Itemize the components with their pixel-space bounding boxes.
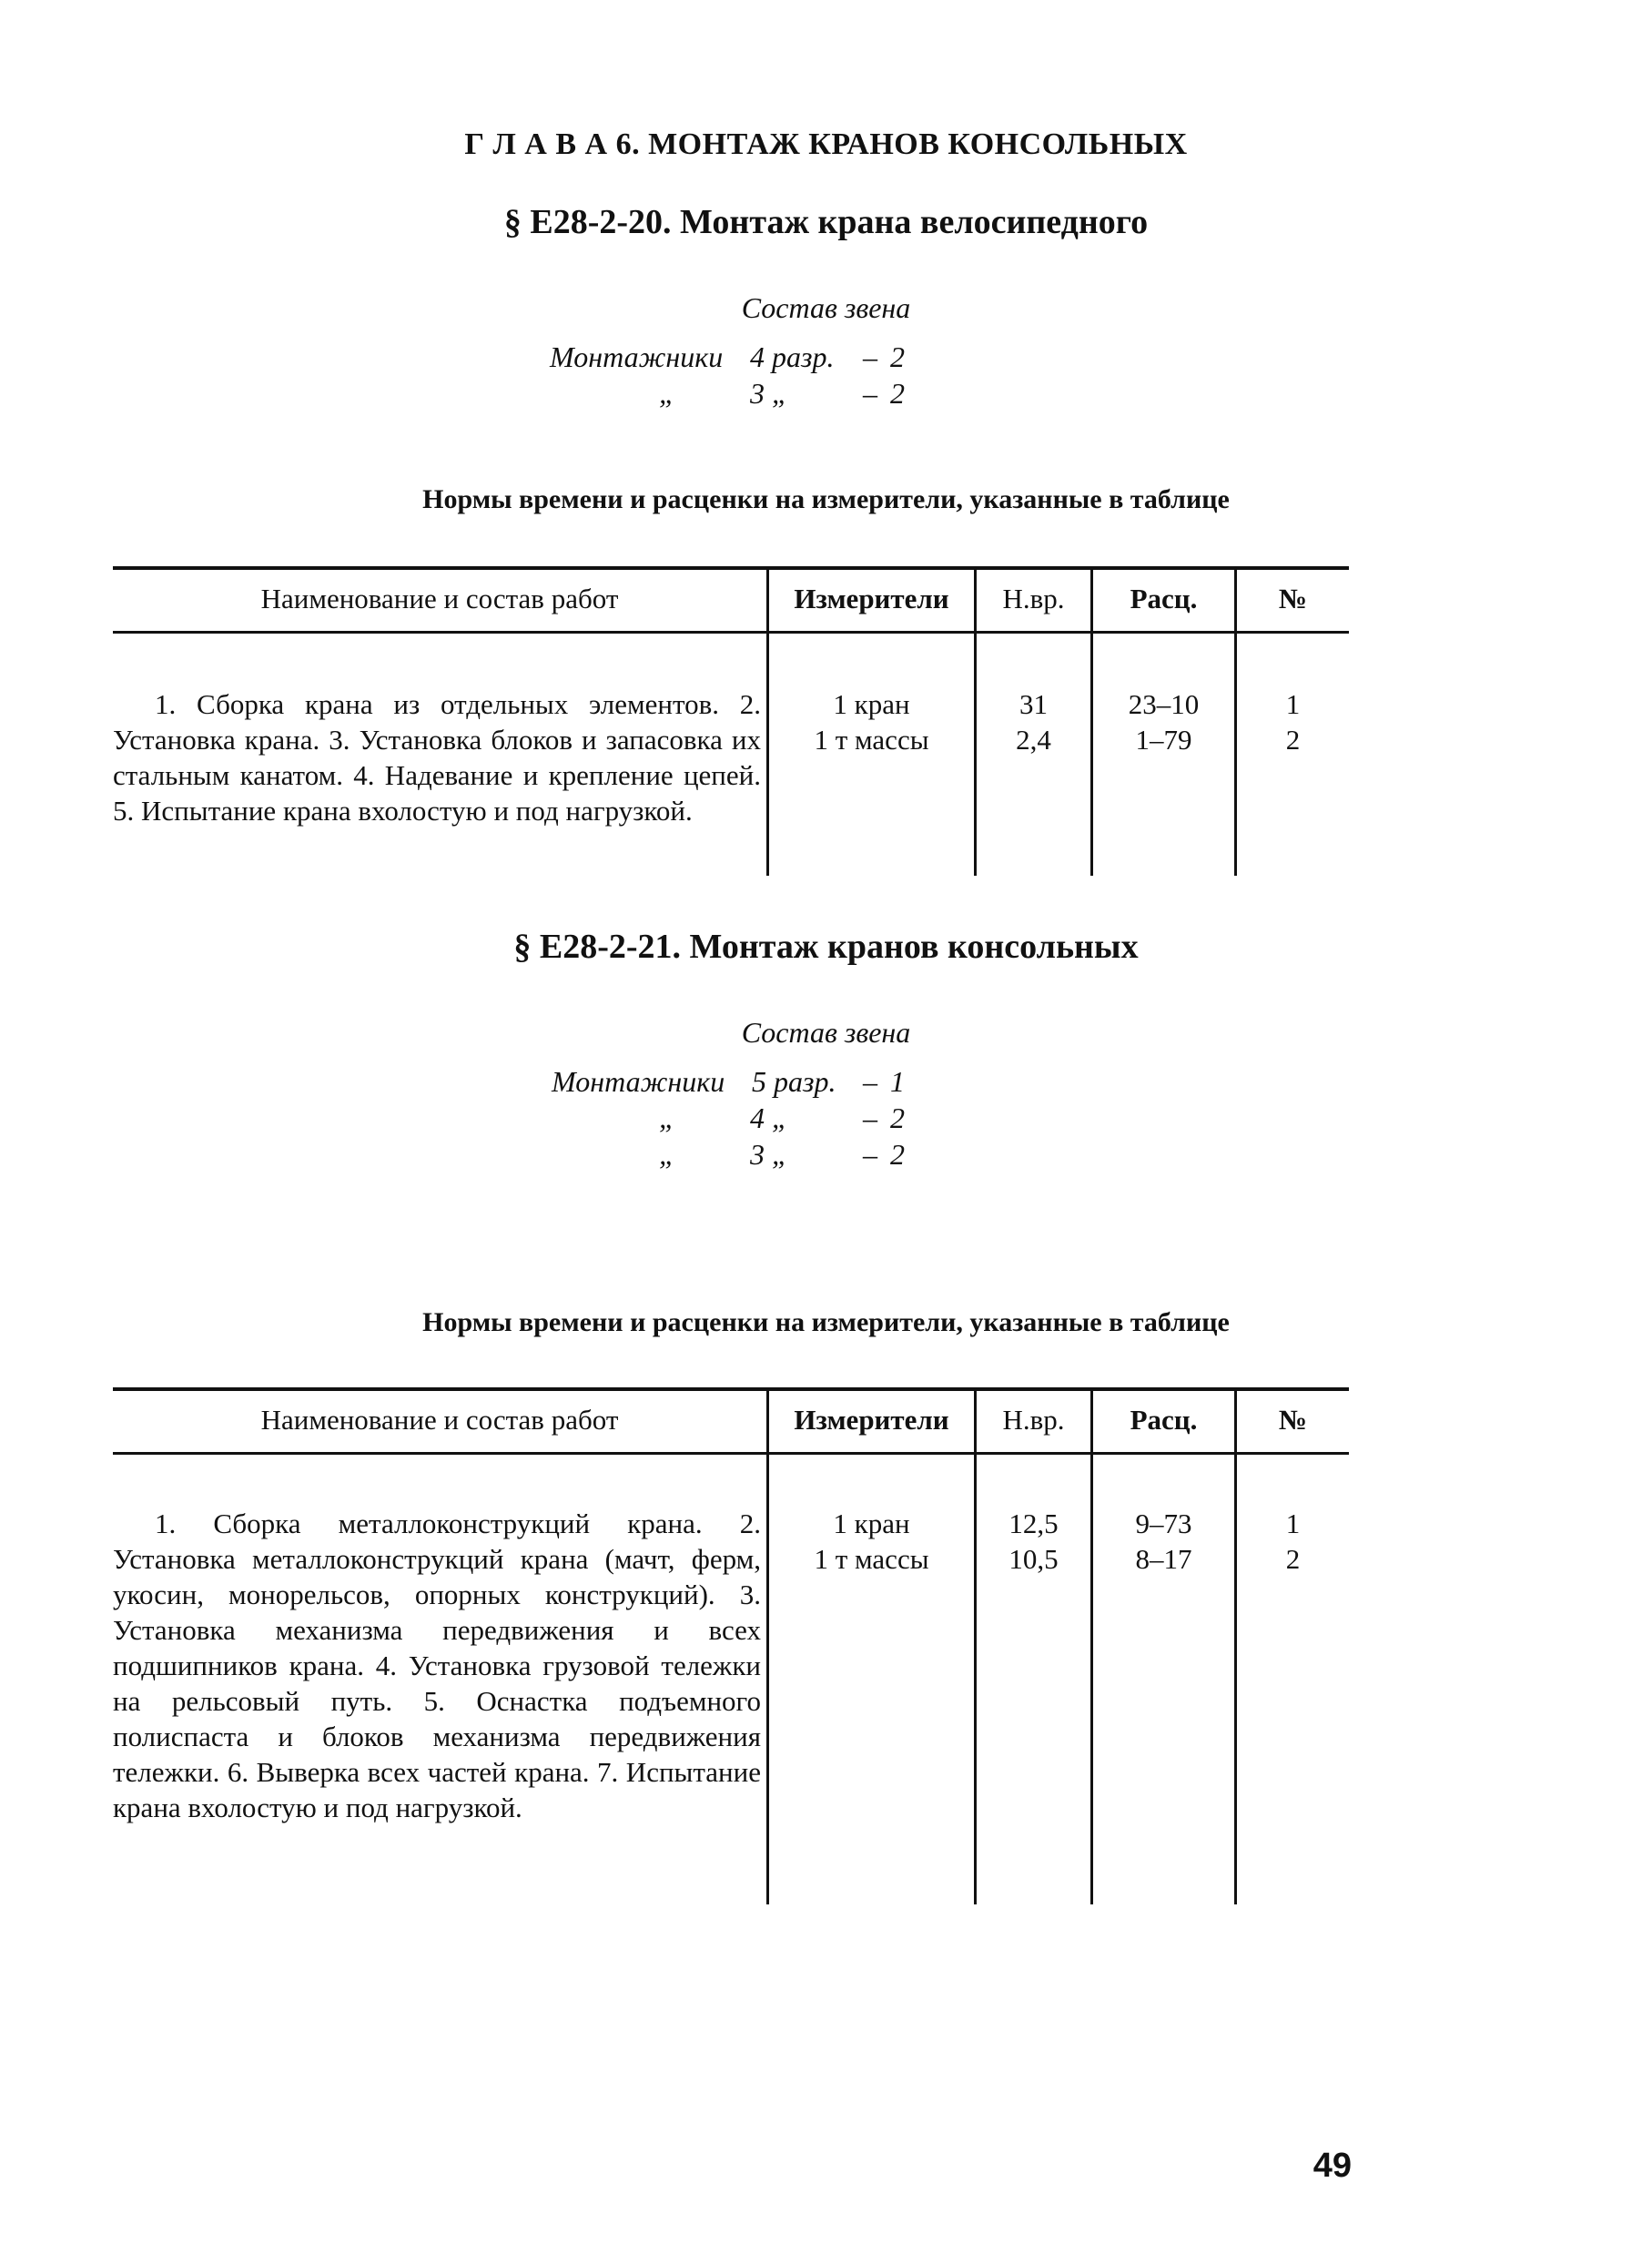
table-cell: 1 кран <box>833 1508 910 1539</box>
crew-grade: 3 „ <box>750 377 788 410</box>
norms-title-1: Нормы времени и расценки на измерители, указанные в таблице <box>422 484 1230 514</box>
crew-name: „ <box>659 1102 675 1134</box>
header-rate: Расц. <box>1130 1404 1198 1436</box>
section-title-1: § Е28-2-20. Монтаж крана велосипедного <box>503 203 1149 241</box>
works-description <box>113 686 761 828</box>
column-divider <box>974 1387 977 1904</box>
header-rate: Расц. <box>1130 583 1198 614</box>
header-units: Измерители <box>794 583 949 614</box>
crew-grade: 4 „ <box>750 1102 788 1134</box>
crew-name: Монтажники <box>550 340 724 373</box>
works-description-text: 1. Сборка металлоконструкций крана. 2. Установка металлоконструкций крана (мачт, ферм, укосин, монорельсов, опорных конструкций). 3. Установка механизма передвижения и всех подшипников крана. 4. Установка грузовой тележки на рельсовый путь. 5. Оснастка подъемного полиспаста и блоков механизма передвижения тележки. 6. Выверка всех частей крана. 7. Испытание крана вхолостую и под нагрузкой. <box>113 1508 761 1823</box>
chapter-title: Г Л А В А 6. МОНТАЖ КРАНОВ КОНСОЛЬНЫХ <box>464 127 1188 161</box>
works-description <box>113 1506 761 1825</box>
crew-count: 1 <box>890 1065 905 1098</box>
table-rule <box>113 1387 1349 1391</box>
works-description-text: 1. Сборка крана из отдельных элементов. 2. Установка крана. 3. Установка блоков и запасовка их стальным канатом. 4. Надевание и крепление цепей. 5. Испытание крана вхолостую и под нагрузкой. <box>113 688 761 827</box>
rate-column <box>1093 1506 1234 1577</box>
table-rule <box>113 631 1349 634</box>
crew-count: 2 <box>890 377 905 410</box>
table-cell: 23–10 <box>1128 688 1200 720</box>
table-cell: 10,5 <box>1008 1543 1059 1575</box>
header-time: Н.вр. <box>1002 1404 1065 1436</box>
crew-dash: – <box>863 1102 877 1134</box>
table-cell: 8–17 <box>1135 1543 1192 1575</box>
table-cell: 2 <box>1285 1543 1301 1575</box>
table-cell: 2 <box>1285 724 1301 756</box>
crew-row <box>0 1138 1652 1174</box>
table-cell: 1 <box>1285 1508 1301 1539</box>
table-cell: 2,4 <box>1016 724 1051 756</box>
page-number: 49 <box>1312 2147 1352 2185</box>
crew-dash: – <box>863 377 877 410</box>
crew-name: „ <box>659 377 675 410</box>
section-title-2: § Е28-2-21. Монтаж кранов консольных <box>513 928 1139 966</box>
crew-name: „ <box>659 1138 675 1171</box>
crew-grade: 5 разр. <box>752 1065 836 1098</box>
crew-count: 2 <box>890 340 905 373</box>
column-divider <box>766 1387 769 1904</box>
table-rule <box>113 1452 1349 1455</box>
table-cell: 9–73 <box>1135 1508 1192 1539</box>
header-works: Наименование и состав работ <box>260 1404 619 1436</box>
crew-name: Монтажники <box>552 1065 725 1098</box>
table-rule <box>113 566 1349 570</box>
crew-count: 2 <box>890 1102 905 1134</box>
crew-grade: 4 разр. <box>750 340 835 373</box>
crew-row <box>0 340 1652 377</box>
units-column <box>769 1506 974 1577</box>
crew-row <box>0 377 1652 413</box>
crew-dash: – <box>863 1065 877 1098</box>
column-divider <box>1090 1387 1093 1904</box>
crew-row <box>0 1065 1652 1102</box>
header-works: Наименование и состав работ <box>260 583 619 614</box>
table-cell: 1 т массы <box>814 1543 929 1575</box>
num-column <box>1237 686 1349 757</box>
crew-count: 2 <box>890 1138 905 1171</box>
header-time: Н.вр. <box>1002 583 1065 614</box>
table-cell: 1 т массы <box>814 724 929 756</box>
norms-table-2 <box>113 1387 1349 1904</box>
column-divider <box>1234 1387 1237 1904</box>
num-column <box>1237 1506 1349 1577</box>
crew-dash: – <box>863 1138 877 1171</box>
norms-title-2: Нормы времени и расценки на измерители, указанные в таблице <box>422 1307 1230 1337</box>
table-cell: 1 кран <box>833 688 910 720</box>
crew-row <box>0 1102 1652 1138</box>
units-column <box>769 686 974 757</box>
crew-dash: – <box>863 340 877 373</box>
crew-title-1: Состав звена <box>741 291 911 324</box>
norms-table-1 <box>113 566 1349 876</box>
header-units: Измерители <box>794 1404 949 1436</box>
crew-grade: 3 „ <box>750 1138 788 1171</box>
time-column <box>977 686 1090 757</box>
table-cell: 12,5 <box>1008 1508 1059 1539</box>
header-num: № <box>1278 1404 1308 1436</box>
crew-title-2: Состав звена <box>741 1016 911 1049</box>
table-cell: 31 <box>1019 688 1048 720</box>
table-cell: 1 <box>1285 688 1301 720</box>
header-num: № <box>1278 583 1308 614</box>
time-column <box>977 1506 1090 1577</box>
rate-column <box>1093 686 1234 757</box>
table-cell: 1–79 <box>1135 724 1192 756</box>
